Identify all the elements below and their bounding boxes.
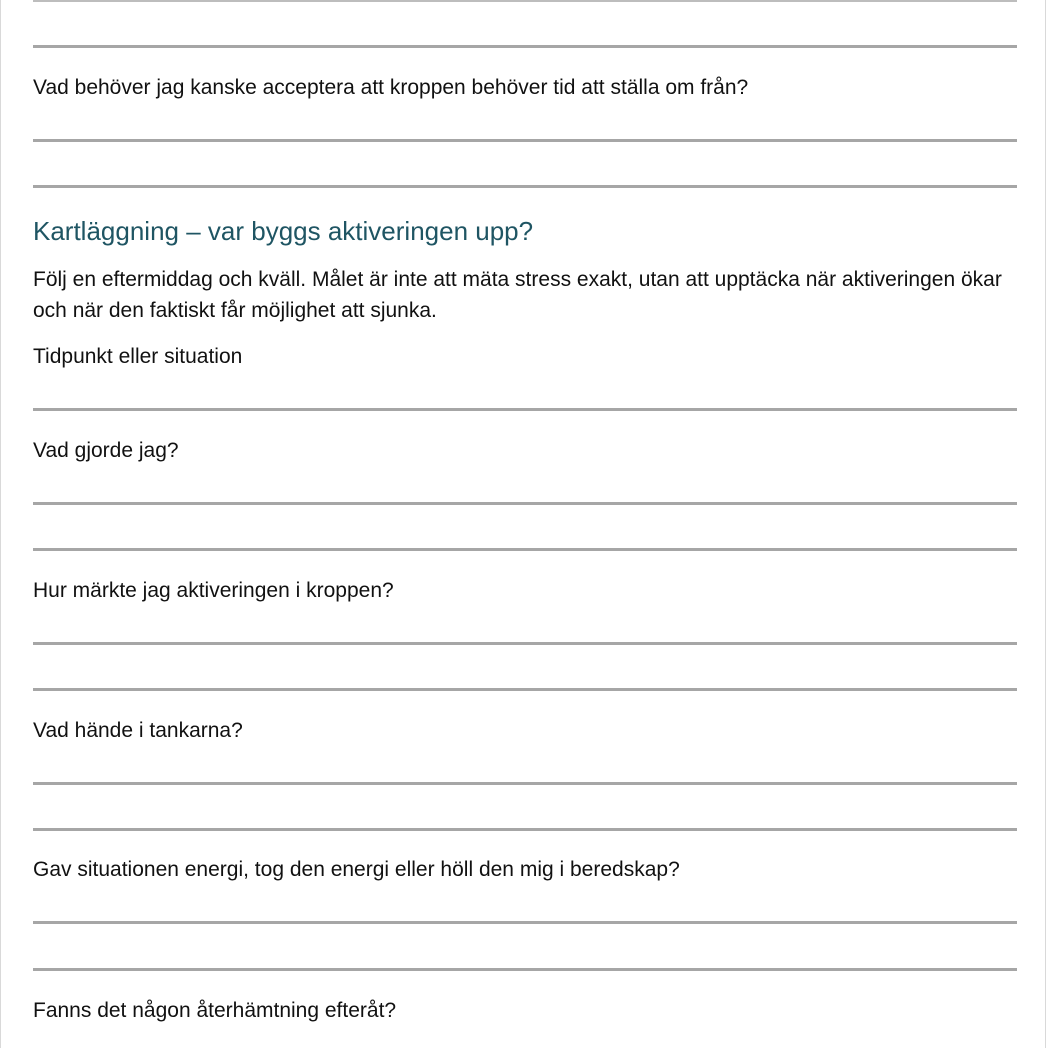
answer-line[interactable]: [33, 408, 1017, 411]
answer-line[interactable]: [33, 0, 1017, 2]
answer-line[interactable]: [33, 921, 1017, 924]
answer-line[interactable]: [33, 45, 1017, 48]
field-label-body: Hur märkte jag aktiveringen i kroppen?: [33, 579, 394, 602]
answer-line[interactable]: [33, 688, 1017, 691]
field-label-thoughts: Vad hände i tankarna?: [33, 719, 243, 742]
answer-line[interactable]: [33, 828, 1017, 831]
field-label-energy: Gav situationen energi, tog den energi eller höll den mig i beredskap?: [33, 858, 680, 881]
field-label-did: Vad gjorde jag?: [33, 439, 179, 462]
answer-line[interactable]: [33, 502, 1017, 505]
answer-line[interactable]: [33, 642, 1017, 645]
answer-line[interactable]: [33, 185, 1017, 188]
section-intro: Följ en eftermiddag och kväll. Målet är inte att mäta stress exakt, utan att upptäcka när aktiveringen ökar och när den faktiskt får möjlighet att sjunka.: [33, 268, 1002, 322]
answer-line[interactable]: [33, 968, 1017, 971]
field-label-time: Tidpunkt eller situation: [33, 345, 243, 368]
answer-line[interactable]: [33, 548, 1017, 551]
answer-line[interactable]: [33, 139, 1017, 142]
section-heading: Kartläggning – var byggs aktiveringen upp?: [33, 216, 534, 246]
answer-line[interactable]: [33, 782, 1017, 785]
question-accept: Vad behöver jag kanske acceptera att kroppen behöver tid att ställa om från?: [33, 76, 749, 99]
field-label-recovery: Fanns det någon återhämtning efteråt?: [33, 999, 397, 1022]
